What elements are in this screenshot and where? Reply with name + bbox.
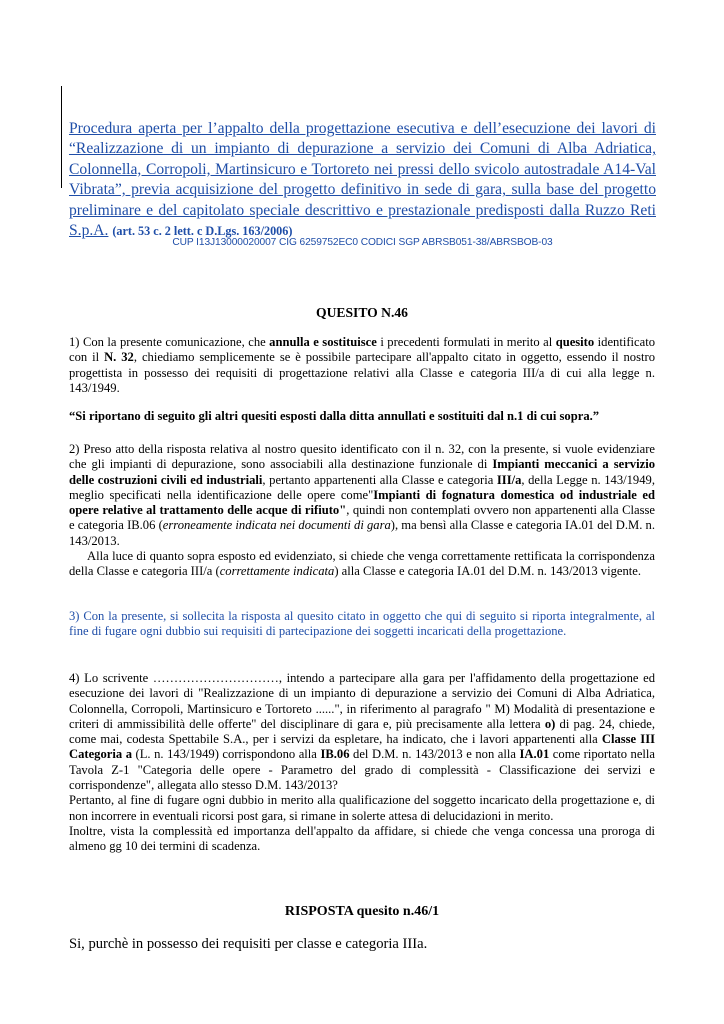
document-title [69, 119, 656, 241]
quoted-note: “Si riportano di seguito gli altri quesiti esposti dalla ditta annullati e sostituiti dal n.1 di cui sopra.” [69, 409, 600, 423]
paragraph-4: 4) Lo scrivente …………………………, intendo a partecipare alla gara per l'affidamento della progettazione ed esecuzione dei lavori di "Realizzazione di un impianto di depurazione a servizio dei Comuni di Alba Adriatica, Colonnella, Corropoli, Martinsicuro e Tortoreto ......", in riferimento al paragrafo " M) Modalità di presentazione e criteri di ammissibilità delle offerte" del disciplinare di gara e, più precisamente alla lettera o) di pag. 24, chiede, come mai, codesta Spettabile S.A., per i servizi da espletare, ha indicato, che i lavori appartenenti alla Classe III Categoria a (L. n. 143/1949) corrispondono alla IB.06 del D.M. n. 143/2013 e non alla IA.01 come riportato nella Tavola Z-1 "Categoria delle opere - Parametro del grado di complessità - Classificazione dei servizi e corrispondenze", allegata allo stesso D.M. 143/2013? Pertanto, al fine di fugare ogni dubbio in merito alla qualificazione del soggetto incaricato della progettazione e, di non incorrere in eventuali ricorsi post gara, si rimane in solerte attesa di delucidazioni in merito. Inoltre, vista la complessità ed importanza dell'appalto da affidare, si chiede che venga concessa una proroga di almeno gg 10 dei termini di scadenza. [69, 671, 656, 854]
margin-line [61, 86, 62, 188]
cup-cig-codes: CUP I13J13000020007 CIG 6259752EC0 CODICI SGP ABRSB051-38/ABRSBOB-03 [172, 237, 553, 248]
quesito-heading: QUESITO N.46 [316, 305, 408, 320]
paragraph-3: 3) Con la presente, si sollecita la risposta al quesito citato in oggetto che qui di seguito si riporta integralmente, al fine di fugare ogni dubbio sui requisiti di partecipazione dei soggetti incaricati della progettazione. [69, 609, 655, 639]
title-link[interactable]: Procedura aperta per l’appalto della progettazione esecutiva e dell’esecuzione dei lavori di “Realizzazione di un impianto di depurazione a servizio dei Comuni di Alba Adriatica, Colonnella, Corropoli, Martinsicuro e Tortoreto nei pressi dello svicolo autostradale A14-Val Vibrata”, previa acquisizione del progetto definitivo in sede di gara, sulla base del progetto preliminare e del capitolato speciale descrittivo e prestazionale predisposti dalla Ruzzo Reti S.p.A. [69, 120, 656, 240]
paragraph-1: 1) Con la presente comunicazione, che annulla e sostituisce i precedenti formulati in merito al quesito identificato con il N. 32, chiediamo semplicemente se è possibile partecipare all'appalto citato in oggetto, essendo il nostro progettista in possesso dei requisiti di progettazione relativi alla Classe e categoria III/a di cui alla legge n. 143/1949. [69, 335, 655, 395]
title-legal-reference: (art. 53 c. 2 lett. c D.Lgs. 163/2006) [112, 224, 293, 239]
paragraph-2: 2) Preso atto della risposta relativa al nostro quesito identificato con il n. 32, con la presente, si vuole evidenziare che gli impianti di depurazione, sono associabili alla destinazione funzionale di Impianti meccanici a servizio delle costruzioni civili ed industriali, pertanto appartenenti alla Classe e categoria III/a, della Legge n. 143/1949, meglio specificati nella identificazione delle opere come"Impianti di fognatura domestica od industriale ed opere relative al trattamento delle acque di rifiuto", quindi non contemplati ovvero non appartenenti alla Classe e categoria IB.06 (erroneamente indicata nei documenti di gara), ma bensì alla Classe e categoria IA.01 del D.M. n. 143/2013. Alla luce di quanto sopra esposto ed evidenziato, si chiede che venga correttamente rettificata la corrispondenza della Classe e categoria III/a (correttamente indicata) alla Classe e categoria IA.01 del D.M. n. 143/2013 vigente. [69, 442, 655, 579]
answer-text: Si, purchè in possesso dei requisiti per classe e categoria IIIa. [69, 936, 428, 952]
risposta-heading: RISPOSTA quesito n.46/1 [284, 904, 440, 919]
